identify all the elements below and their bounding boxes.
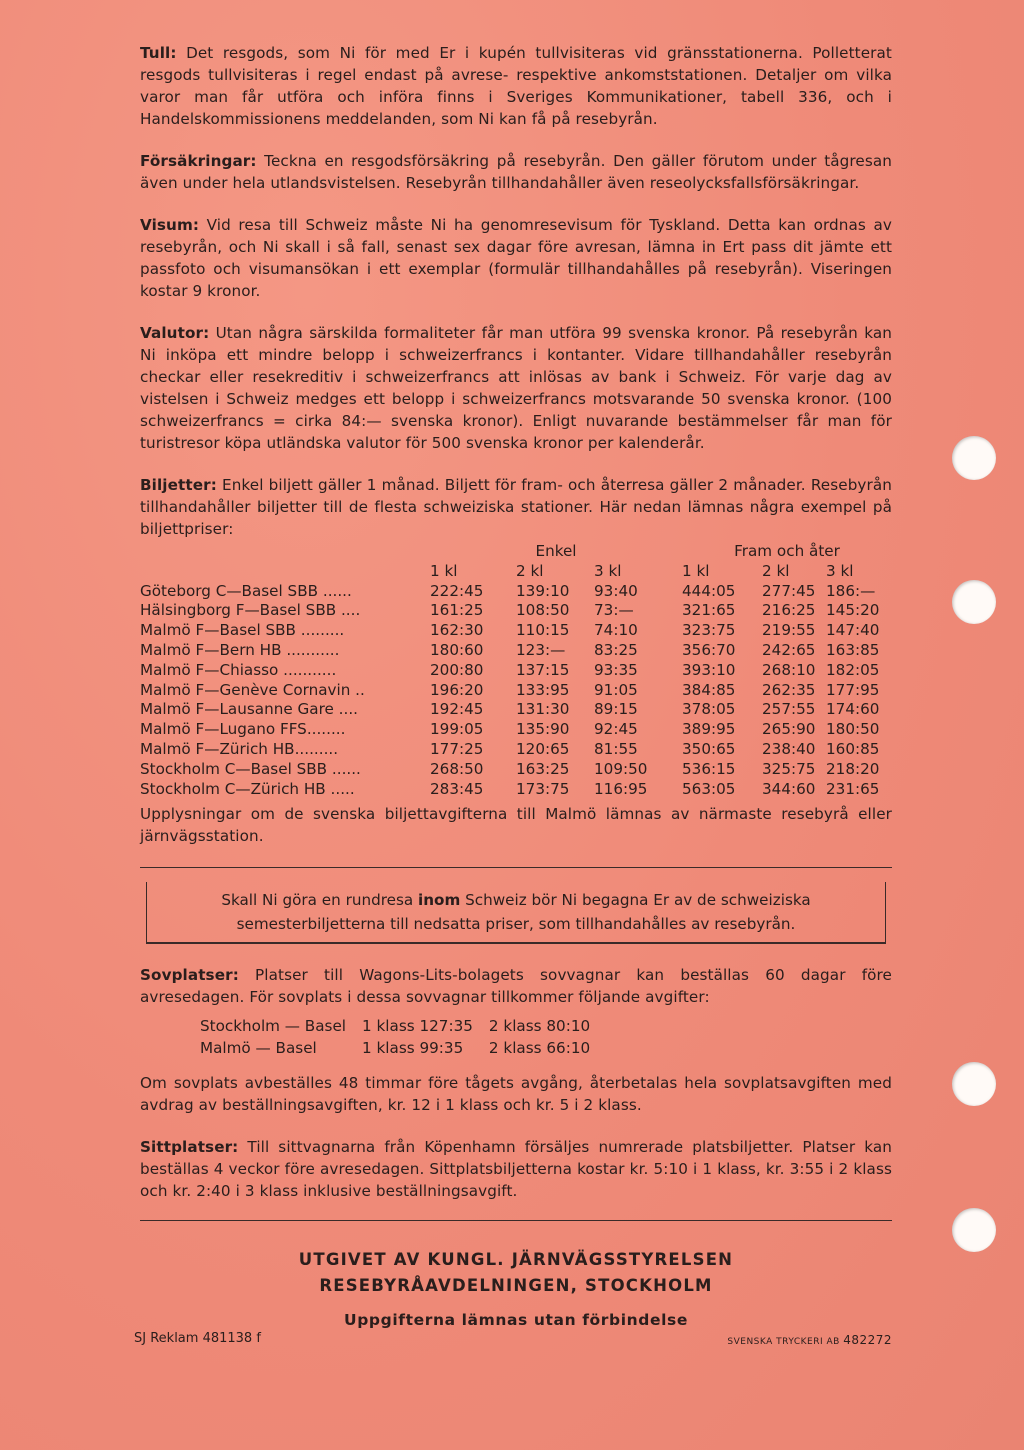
fare-price: 218:20 bbox=[826, 759, 880, 778]
fare-price: 139:10 bbox=[516, 581, 570, 600]
fare-row bbox=[140, 760, 892, 780]
fare-price: 536:15 bbox=[682, 759, 736, 778]
fare-price: 563:05 bbox=[682, 779, 736, 798]
fare-price: 444:05 bbox=[682, 581, 736, 600]
fare-price: 109:50 bbox=[594, 759, 648, 778]
fare-price: 200:80 bbox=[430, 660, 484, 679]
class-header: 1 kl bbox=[430, 561, 458, 580]
fare-price: 186:— bbox=[826, 581, 876, 600]
fare-price: 199:05 bbox=[430, 720, 484, 739]
fare-price: 219:55 bbox=[762, 621, 816, 640]
class-header: 3 kl bbox=[594, 561, 622, 580]
footer bbox=[140, 1247, 892, 1333]
fare-price: 162:30 bbox=[430, 621, 484, 640]
fare-price: 108:50 bbox=[516, 601, 570, 620]
fare-group-header bbox=[140, 542, 892, 562]
fare-price: 268:50 bbox=[430, 759, 484, 778]
section-forsakringar: Försäkringar: Teckna en resgodsförsäkring på resebyrån. Den gäller förutom under tågresan även under hela utlandsvistelsen. Resebyrån tillhandahåller även reseolycksfallsförsäkringar. bbox=[140, 152, 892, 192]
sleeper-row: Malmö — Basel 1 klass 99:35 2 klass 66:10 bbox=[200, 1039, 591, 1058]
fare-row bbox=[140, 780, 892, 800]
box-top-rule bbox=[140, 867, 892, 868]
fare-price: 182:05 bbox=[826, 660, 880, 679]
fare-price: 73:— bbox=[594, 601, 634, 620]
fare-price: 135:90 bbox=[516, 720, 570, 739]
fare-price: 110:15 bbox=[516, 621, 570, 640]
fare-price: 384:85 bbox=[682, 680, 736, 699]
fare-price: 131:30 bbox=[516, 700, 570, 719]
fare-row bbox=[140, 720, 892, 740]
fare-row bbox=[140, 582, 892, 602]
fare-class-header bbox=[140, 562, 892, 582]
rundresa-box: Skall Ni göra en rundresa inom Schweiz bör Ni begagna Er av de schweiziska semesterbiljetterna till nedsatta priser, som tillhandahålles av resebyrån. bbox=[146, 882, 886, 944]
fare-price: 257:55 bbox=[762, 700, 816, 719]
fare-row bbox=[140, 601, 892, 621]
fare-price: 325:75 bbox=[762, 759, 816, 778]
sovplats-note: Om sovplats avbeställes 48 timmar före tågets avgång, återbetalas hela sovplatsavgiften med avdrag av beställningsavgiften, kr. 12 i 1 klass och kr. 5 i 2 klass. bbox=[140, 1074, 892, 1115]
fare-price: 344:60 bbox=[762, 779, 816, 798]
fare-price: 93:35 bbox=[594, 660, 638, 679]
section-visum: Visum: Vid resa till Schweiz måste Ni ha genomresevisum för Tyskland. Detta kan ordnas av resebyrån, och Ni skall i så fall, senast sex dagar före avresan, lämna in Ert pass dit jämte ett passfoto och visumansökan i ett exemplar (formulär tillhandahålles på resebyrån). Viseringen kostar 9 kronor. bbox=[140, 216, 892, 300]
fare-price: 356:70 bbox=[682, 640, 736, 659]
disclaimer-line: Uppgifterna lämnas utan förbindelse bbox=[344, 1311, 688, 1330]
fare-route: Stockholm C—Basel SBB ...... bbox=[140, 759, 361, 778]
section-biljetter: Biljetter: Enkel biljett gäller 1 månad. Biljett för fram- och återresa gäller 2 månader. Resebyrån tillhandahåller biljetter till de flesta schweiziska stationer. Här nedan lämnas några exempel på biljettpriser: bbox=[140, 476, 893, 538]
fare-route: Malmö F—Bern HB ........... bbox=[140, 640, 340, 659]
sleeper-table bbox=[198, 1014, 606, 1060]
fare-price: 216:25 bbox=[762, 601, 816, 620]
fare-price: 160:85 bbox=[826, 739, 880, 758]
fare-price: 92:45 bbox=[594, 720, 638, 739]
fare-price: 196:20 bbox=[430, 680, 484, 699]
fare-price: 180:60 bbox=[430, 640, 484, 659]
fare-price: 93:40 bbox=[594, 581, 638, 600]
printer-mark: SVENSKA TRYCKERI AB 482272 bbox=[727, 1333, 892, 1348]
fare-price: 192:45 bbox=[430, 700, 484, 719]
fare-price: 277:45 bbox=[762, 581, 816, 600]
fare-price: 116:95 bbox=[594, 779, 648, 798]
fare-price: 120:65 bbox=[516, 739, 570, 758]
publisher-line: UTGIVET AV KUNGL. JÄRNVÄGSSTYRELSEN bbox=[298, 1250, 734, 1270]
fare-price: 231:65 bbox=[826, 779, 880, 798]
punch-hole bbox=[952, 1062, 996, 1106]
fare-price: 222:45 bbox=[430, 581, 484, 600]
fare-price: 389:95 bbox=[682, 720, 736, 739]
heading-sittplatser: Sittplatser: bbox=[140, 1138, 239, 1157]
fare-price: 147:40 bbox=[826, 621, 880, 640]
heading-visum: Visum: bbox=[140, 216, 200, 234]
fare-row bbox=[140, 661, 892, 681]
fare-price: 145:20 bbox=[826, 601, 880, 620]
fare-price: 180:50 bbox=[826, 720, 880, 739]
heading-forsakringar: Försäkringar: bbox=[140, 152, 257, 170]
heading-biljetter: Biljetter: bbox=[140, 476, 217, 494]
fare-row bbox=[140, 681, 892, 701]
fare-route: Hälsingborg F—Basel SBB .... bbox=[140, 601, 361, 620]
fare-price: 177:25 bbox=[430, 739, 484, 758]
fare-price: 238:40 bbox=[762, 739, 816, 758]
fare-route: Göteborg C—Basel SBB ...... bbox=[140, 581, 352, 600]
fare-route: Malmö F—Zürich HB......... bbox=[140, 739, 339, 758]
fare-row bbox=[140, 621, 892, 641]
fare-price: 123:— bbox=[516, 640, 566, 659]
fare-price: 378:05 bbox=[682, 700, 736, 719]
fare-price: 163:25 bbox=[516, 759, 570, 778]
fare-price: 89:15 bbox=[594, 700, 638, 719]
group-fram-och-ater: Fram och åter bbox=[734, 542, 840, 560]
fare-route: Malmö F—Genève Cornavin .. bbox=[140, 680, 365, 699]
fare-row bbox=[140, 740, 892, 760]
group-enkel: Enkel bbox=[535, 542, 577, 560]
fare-price: 283:45 bbox=[430, 779, 484, 798]
fare-route: Malmö F—Lugano FFS........ bbox=[140, 720, 346, 739]
punch-hole bbox=[952, 580, 996, 624]
class-header: 2 kl bbox=[516, 561, 544, 580]
footer-rule bbox=[140, 1220, 892, 1221]
fare-price: 74:10 bbox=[594, 621, 638, 640]
class-header: 3 kl bbox=[826, 561, 854, 580]
fare-price: 393:10 bbox=[682, 660, 736, 679]
class-header: 1 kl bbox=[682, 561, 710, 580]
fare-price: 262:35 bbox=[762, 680, 816, 699]
content bbox=[134, 42, 893, 1357]
section-valutor: Valutor: Utan några särskilda formaliteter får man utföra 99 svenska kronor. På resebyrån kan Ni inköpa ett mindre belopp i schweizerfrancs i kontanter. Vidare tillhandahåller resebyrån checkar eller resekreditiv i schweizerfrancs att inlösas av bank i Schweiz. För varje dag av vistelsen i Schweiz medges ett belopp i schweizerfrancs motsvarande 50 svenska kronor. (100 schweizerfrancs = cirka 84:— svenska kronor). Enligt nuvarande bestämmelser får man för turistresor köpa utländska valutor för 500 svenska kronor per kalenderår. bbox=[140, 324, 892, 452]
fare-route: Malmö F—Chiasso ........... bbox=[140, 660, 337, 679]
fare-price: 137:15 bbox=[516, 660, 570, 679]
fare-note: Upplysningar om de svenska biljettavgifterna till Malmö lämnas av närmaste resebyrå eller järnvägsstation. bbox=[140, 805, 892, 846]
heading-valutor: Valutor: bbox=[140, 324, 210, 342]
fare-price: 174:60 bbox=[826, 700, 880, 719]
fare-price: 268:10 bbox=[762, 660, 816, 679]
section-tull: Tull: Det resgods, som Ni för med Er i kupén tullvisiteras vid gränsstationerna. Polletterat resgods tullvisiteras i regel endast på avrese- respektive ankomststationen. Detaljer om vilka varor man får utföra och införa finns i Sveriges Kommunikationer, tabell 336, och i Handelskommissionens meddelanden, som Ni kan få på resebyrån. bbox=[140, 44, 892, 128]
reklam-code: SJ Reklam 481138 f bbox=[134, 1331, 261, 1347]
fare-price: 173:75 bbox=[516, 779, 570, 798]
fare-row bbox=[140, 700, 892, 720]
heading-sovplatser: Sovplatser: bbox=[140, 966, 239, 985]
fare-price: 81:55 bbox=[594, 739, 638, 758]
fare-price: 265:90 bbox=[762, 720, 816, 739]
fare-row bbox=[140, 641, 892, 661]
fare-price: 323:75 bbox=[682, 621, 736, 640]
fare-price: 83:25 bbox=[594, 640, 638, 659]
fare-table bbox=[140, 542, 892, 799]
fare-price: 242:65 bbox=[762, 640, 816, 659]
fare-price: 321:65 bbox=[682, 601, 736, 620]
section-sovplatser: Sovplatser: Platser till Wagons-Lits-bolagets sovvagnar kan beställas 60 dagar före avresedagen. För sovplats i dessa sovvagnar tillkommer följande avgifter: bbox=[140, 966, 892, 1007]
sleeper-row: Stockholm — Basel 1 klass 127:35 2 klass 80:10 bbox=[200, 1017, 591, 1036]
fare-route: Malmö F—Lausanne Gare .... bbox=[140, 700, 358, 719]
punch-hole bbox=[952, 1208, 996, 1252]
class-header: 2 kl bbox=[762, 561, 790, 580]
fare-route: Stockholm C—Zürich HB ..... bbox=[140, 779, 355, 798]
fare-price: 161:25 bbox=[430, 601, 484, 620]
fare-price: 91:05 bbox=[594, 680, 638, 699]
section-sittplatser: Sittplatser: Till sittvagnarna från Köpenhamn försäljes numrerade platsbiljetter. Platser kan beställas 4 veckor före avresedagen. Sittplatsbiljetterna kostar kr. 5:10 i 1 klass, kr. 3:55 i 2 klass och kr. 2:40 i 3 klass inklusive beställningsavgift. bbox=[140, 1138, 892, 1201]
fare-price: 133:95 bbox=[516, 680, 570, 699]
department-line: RESEBYRÅAVDELNINGEN, STOCKHOLM bbox=[319, 1276, 713, 1296]
punch-hole bbox=[952, 436, 996, 480]
fare-price: 163:85 bbox=[826, 640, 880, 659]
fare-price: 350:65 bbox=[682, 739, 736, 758]
print-info bbox=[134, 1331, 892, 1357]
heading-tull: Tull: bbox=[140, 44, 177, 62]
fare-price: 177:95 bbox=[826, 680, 880, 699]
fare-route: Malmö F—Basel SBB ......... bbox=[140, 621, 345, 640]
